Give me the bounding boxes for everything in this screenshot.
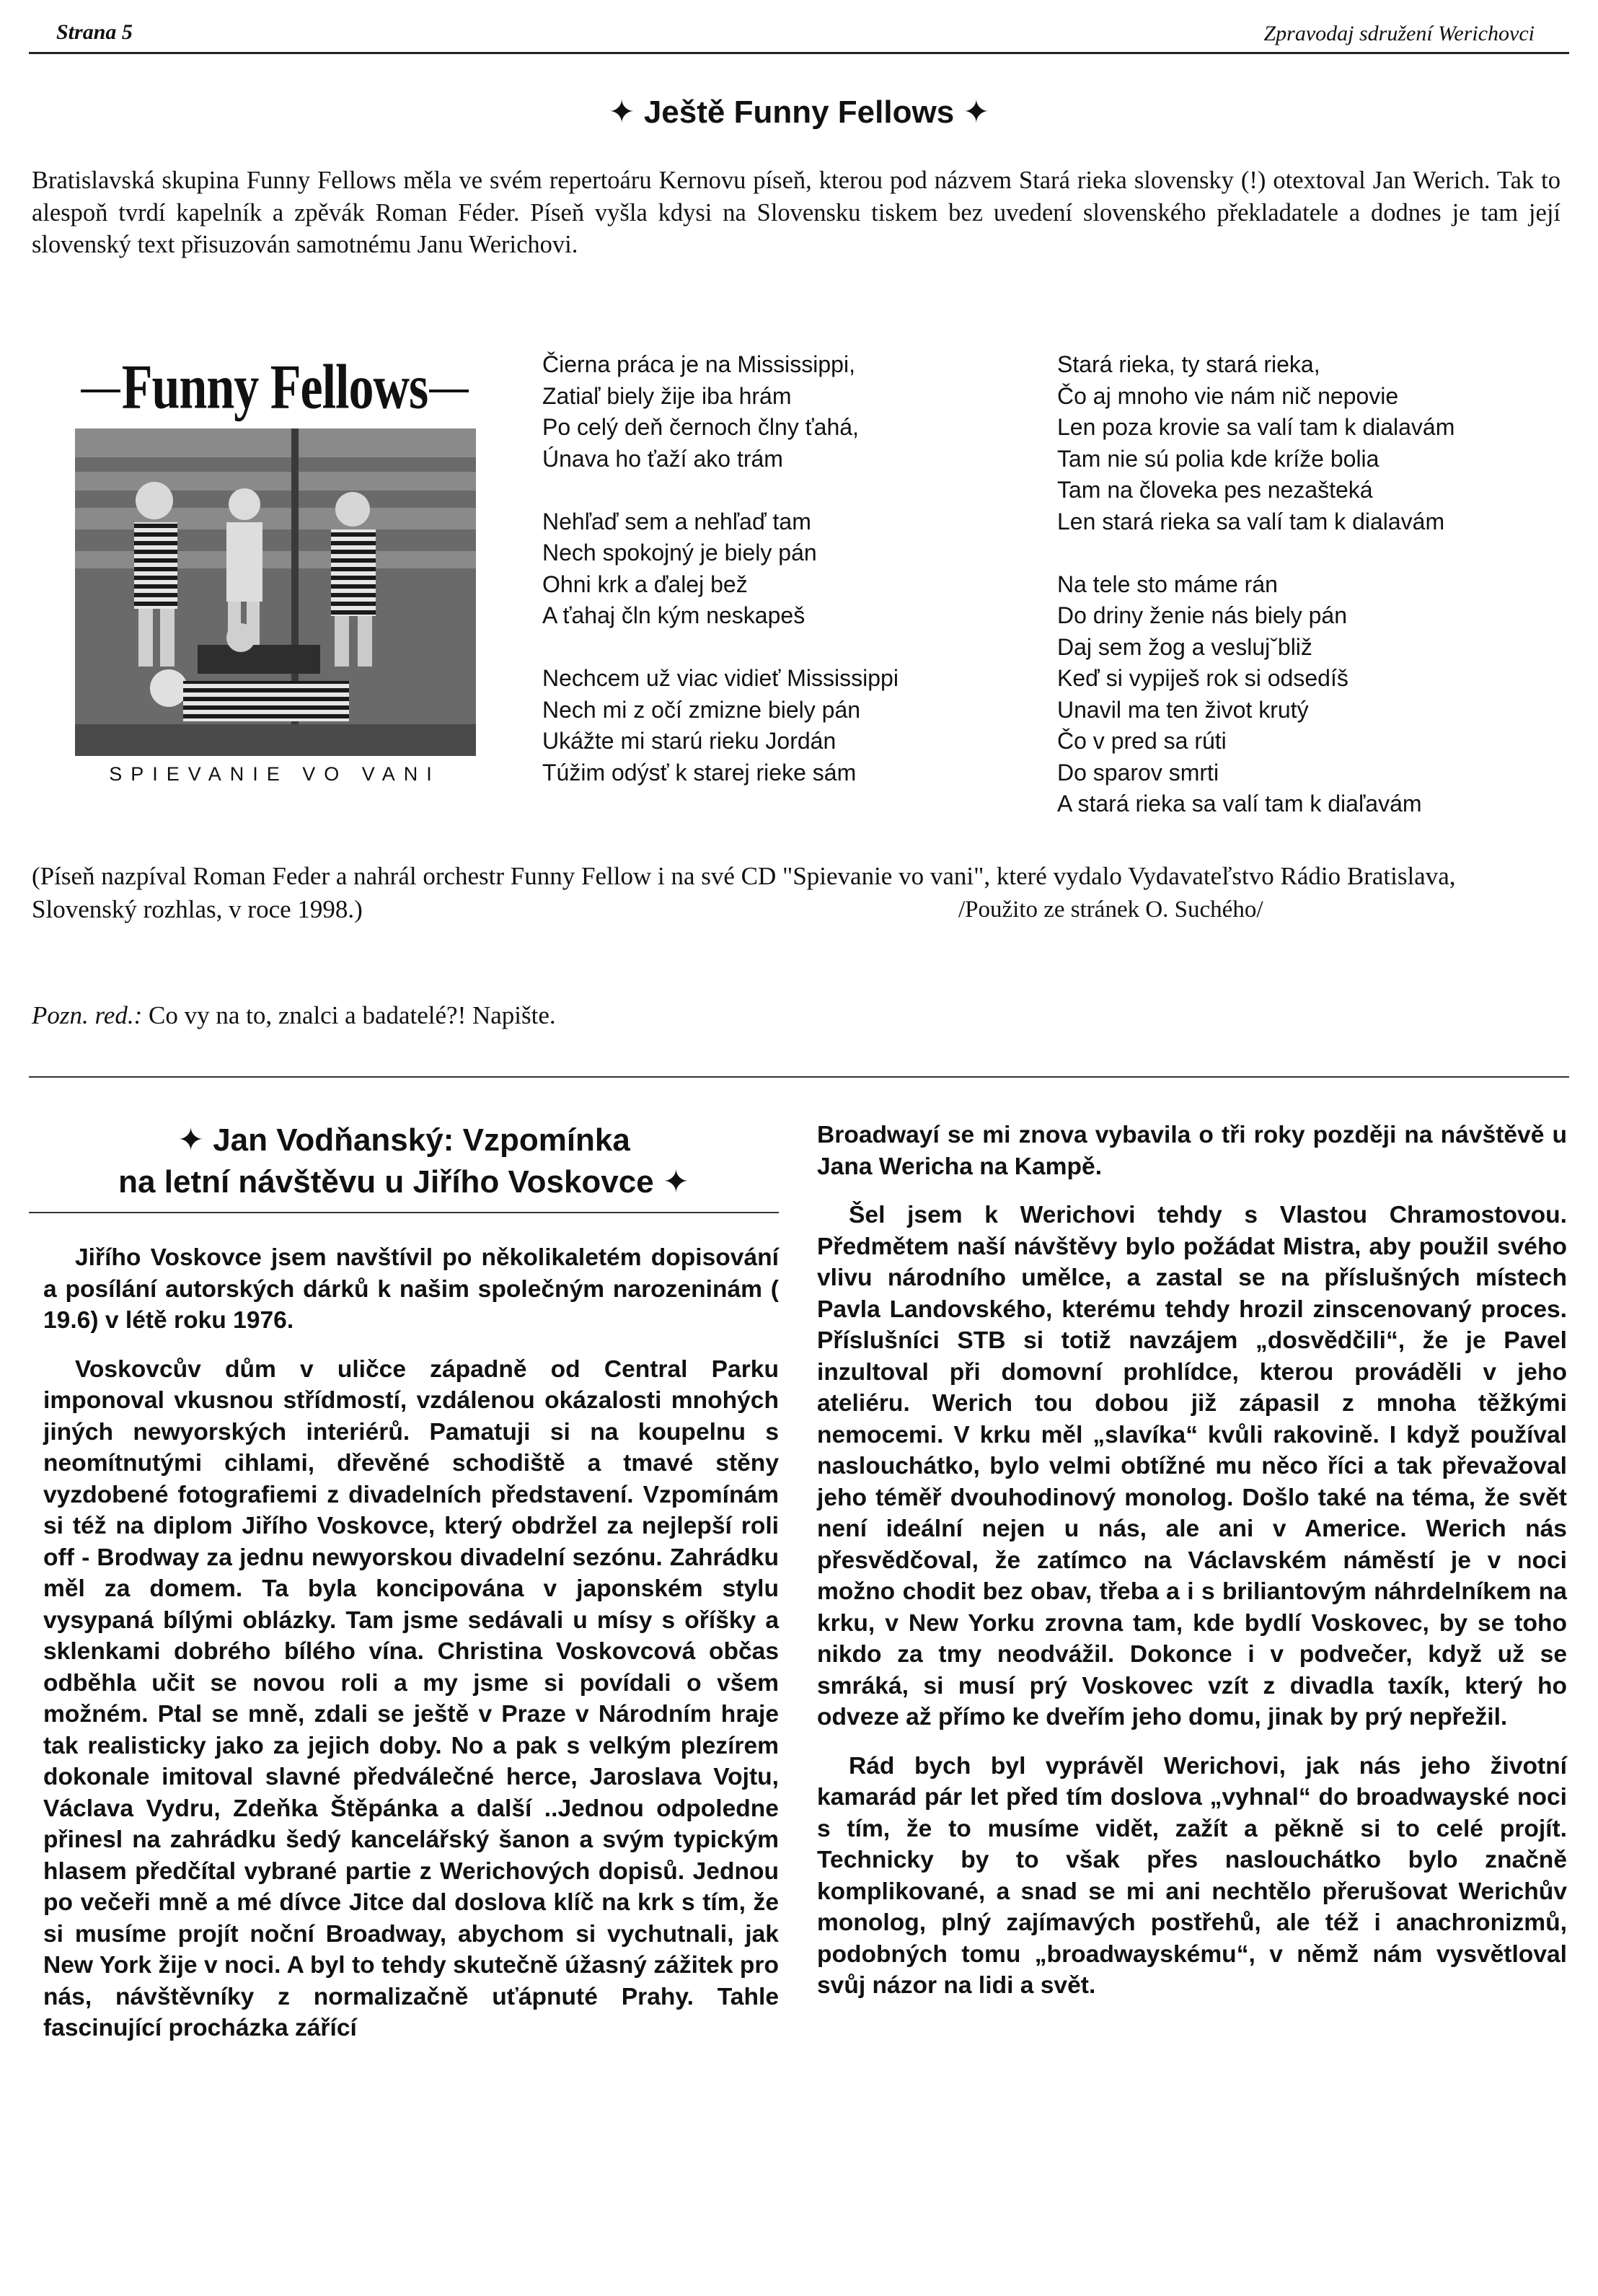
lyric-line: Nech mi z očí zmizne biely pán xyxy=(542,696,861,723)
page-number: Strana 5 xyxy=(56,20,133,44)
recording-note-text: (Píseň nazpíval Roman Feder a nahrál orchestr Funny Fellow i na své CD "Spievanie vo vani", které vydalo Vydavateľstvo Rádio Bratislava, Slovenský rozhlas, v roce 1998.) xyxy=(32,862,1456,923)
paragraph: Broadwayí se mi znova vybavila o tři roky později na návštěvě u Jana Wericha na Kampě. xyxy=(817,1122,1567,1180)
title-underline xyxy=(29,1212,779,1213)
lyrics-stanza xyxy=(542,506,899,632)
lyric-line: Čierna práca je na Mississippi, xyxy=(542,351,855,377)
lyric-line: Túžim odýsť k starej rieke sám xyxy=(542,759,857,786)
album-subtitle: SPIEVANIE VO VANI xyxy=(109,763,441,785)
lyric-line: Len poza krovie sa valí tam k dialavám xyxy=(1057,414,1455,440)
lyric-line: Nech spokojný je biely pán xyxy=(542,540,817,566)
source-credit: /Použito ze stránek O. Suchého/ xyxy=(958,897,1263,923)
article-intro: Bratislavská skupina Funny Fellows měla ve svém repertoáru Kernovu píseň, kterou pod názvem Stará rieka slovensky (!) otextoval Jan Werich. Tak to alespoň tvrdí kapelník a zpěvák Roman Féder. Píseň vyšla kdysi na Slovensku tiskem bez uvedení slovenského překladatele a dodnes je tam její slovenský text přisuzován samotnému Janu Werichovi. xyxy=(32,167,1561,258)
lyric-line: Stará rieka, ty stará rieka, xyxy=(1057,351,1320,377)
album-title-banner xyxy=(72,353,477,423)
band-photo xyxy=(75,428,476,756)
paragraph: Voskovcův dům v uličce západně od Central Parku imponoval vkusnou střídmostí, vzdálenou okázalosti mnohých jiných newyorských interiérů. Pamatuji si na koupelnu s neomítnutými cihlami, dřevěné schodiště a tmavé stěny vyzdobené fotografiemi z divadelních představení. Vzpomínám si též na diplom Jiřího Voskovce, který obdržel za nejlepší roli off - Brodway za jednu newyorskou divadelní sezónu. Zahrádku měl za domem. Ta byla koncipována v japonském stylu vysypaná bílými oblázky. Tam jsme sedávali u mísy s oříšky a sklenkami dobrého bílého vína. Christina Voskovcová občas odběhla učit se novou roli a my jsme si povídali o všem možném. Ptal se mně, zdali se ještě v Praze v Národním hraje tak realisticky jako za jejich doby. No a pak s velkým plezírem dokonale imitoval slavné předválečné herce, Jaroslava Vojtu, Václava Vydru, Zdeňka Štěpánka a další ..Jednou odpoledne přinesl na zahrádku šedý kancelářský šanon a svým typickým hlasem předčítal vybrané partie z Werichových dopisů. Jednou po večeři mně a mé dívce Jitce dal doslova klíč na krk s tím, že si musíme projít noční Broadway, abychom si vychutnali, jak New York žije v noci. A byl to tehdy skutečně úžasný zážitek pro nás, návštěvníky z normalizačně uťápnuté Prahy. Tahle fascinující procházka zářící xyxy=(43,1355,779,2041)
album-cover-image xyxy=(72,353,477,815)
lyrics-column-right xyxy=(1057,349,1454,851)
lyric-line: Zatiaľ biely žije iba hrám xyxy=(542,382,792,409)
publication-name: Zpravodaj sdružení Werichovci xyxy=(1263,22,1535,45)
article-title xyxy=(29,1120,779,1203)
article-title: ✦ Ještě Funny Fellows ✦ xyxy=(608,94,990,130)
lyrics-stanza xyxy=(1057,349,1454,537)
editor-note xyxy=(32,1001,556,1030)
paragraph: Šel jsem k Werichovi tehdy s Vlastou Chramostovou. Předmětem naší návštěvy bylo požádat Mistra, aby použil svého vlivu národního umělce, a zastal se na příslušných místech Pavla Landovského, kterému tehdy hrozil zinscenovaný proces. Příslušníci STB si totiž navzájem „dosvědčili“, že je Pavel inzultoval při domovní prohlídce, kterou prováděli v jeho ateliéru. Werich tou dobou již zápasil z mnoha těžkými nemocemi. V krku měl „slavíka“ kvůli rakovině. I když používal naslouchátko, bylo velmi obtížné mu něco říci a tak převažoval jeho téměř dvouhodinový monolog. Došlo také na téma, že svět není ideální nejen u nás, ale ani v Americe. Werich nás přesvědčoval, že zatímco na Václavském náměstí je v noci možno chodit bez obav, třeba a i s briliantovým náhrdelníkem na krku, v New Yorku zrovna tam, kde bydlí Voskovec, by se toho nikdo za tmy neodvážil. Dokonce i v podvečer, když už se smráká, si musí prý Voskovec vzít z divadla taxík, který ho odveze až přímo ke dveřím jeho domu, jinak by prý nepřežil. xyxy=(817,1202,1567,1730)
editor-note-label: Pozn. red.: xyxy=(32,1001,143,1029)
section-divider xyxy=(29,1076,1569,1078)
lyric-line: Tam nie sú polia kde kríže bolia xyxy=(1057,445,1380,472)
title-rule-right xyxy=(429,390,469,392)
lyric-line: Čo aj mnoho vie nám nič nepovie xyxy=(1057,382,1399,409)
album-title: Funny Fellows xyxy=(121,353,428,423)
lyric-line: A stará rieka sa valí tam k diaľavám xyxy=(1057,791,1422,817)
lyric-line: Nechcem už viac vidieť Mississippi xyxy=(542,665,899,691)
lyric-line: Daj sem žog a veslujˇbliž xyxy=(1057,633,1312,660)
article-column-right xyxy=(817,1120,1567,2019)
lyrics-stanza xyxy=(1057,569,1454,820)
article-title-line: na letní návštěvu u Jiřího Voskovce ✦ xyxy=(118,1164,689,1200)
article-column-left xyxy=(43,1242,779,2062)
lyric-line: Ohni krk a ďalej bež xyxy=(542,571,748,597)
lyric-line: Po celý deň černoch člny ťahá, xyxy=(542,414,859,440)
lyric-line: Ukážte mi starú rieku Jordán xyxy=(542,728,836,754)
lyric-line: Do sparov smrti xyxy=(1057,759,1219,786)
lyrics-stanza xyxy=(542,663,899,788)
article-title-line: ✦ Jan Vodňanský: Vzpomínka xyxy=(177,1122,630,1158)
lyrics-column-left xyxy=(542,349,899,820)
paragraph: Jiřího Voskovce jsem navštívil po několikaletém dopisování a posílání autorských dárků k našim společným narozeninám ( 19.6) v létě roku 1976. xyxy=(43,1244,779,1334)
lyrics-stanza xyxy=(542,349,899,475)
lyric-line: Unavil ma ten život krutý xyxy=(1057,696,1309,723)
lyric-line: Tam na človeka pes nezašteká xyxy=(1057,477,1373,503)
lyric-line: A ťahaj čln kým neskapeš xyxy=(542,602,805,628)
lyric-line: Keď si vypiješ rok si odsedíš xyxy=(1057,665,1348,691)
lyric-line: Únava ho ťaží ako trám xyxy=(542,445,783,472)
lyric-line: Do driny ženie nás biely pán xyxy=(1057,602,1348,628)
lyric-line: Na tele sto máme rán xyxy=(1057,571,1278,597)
lyric-line: Čo v pred sa rúti xyxy=(1057,728,1227,754)
band-photo-graphic xyxy=(75,428,476,756)
recording-note xyxy=(32,860,1561,926)
editor-note-text: Co vy na to, znalci a badatelé?! Napište. xyxy=(142,1001,556,1029)
lyric-line: Nehľaď sem a nehľaď tam xyxy=(542,508,811,535)
header-rule xyxy=(29,52,1569,54)
lyric-line: Len stará rieka sa valí tam k dialavám xyxy=(1057,508,1445,535)
paragraph: Rád bych byl vyprávěl Werichovi, jak nás jeho životní kamarád pár let před tím doslova „vyhnal“ do broadwayské noci s tím, že to musíme vidět, zažít a pěkně si to celé projít. Technicky by to však přes naslouchátko bylo značně komplikované, a snad se mi ani nechtělo přerušovat Werichův monolog, plný zajímavých postřehů, ale též i anachronizmů, podobných tomu „broadwayskému“, v němž nám vysvětloval svůj názor na lidi a svět. xyxy=(817,1752,1567,1999)
